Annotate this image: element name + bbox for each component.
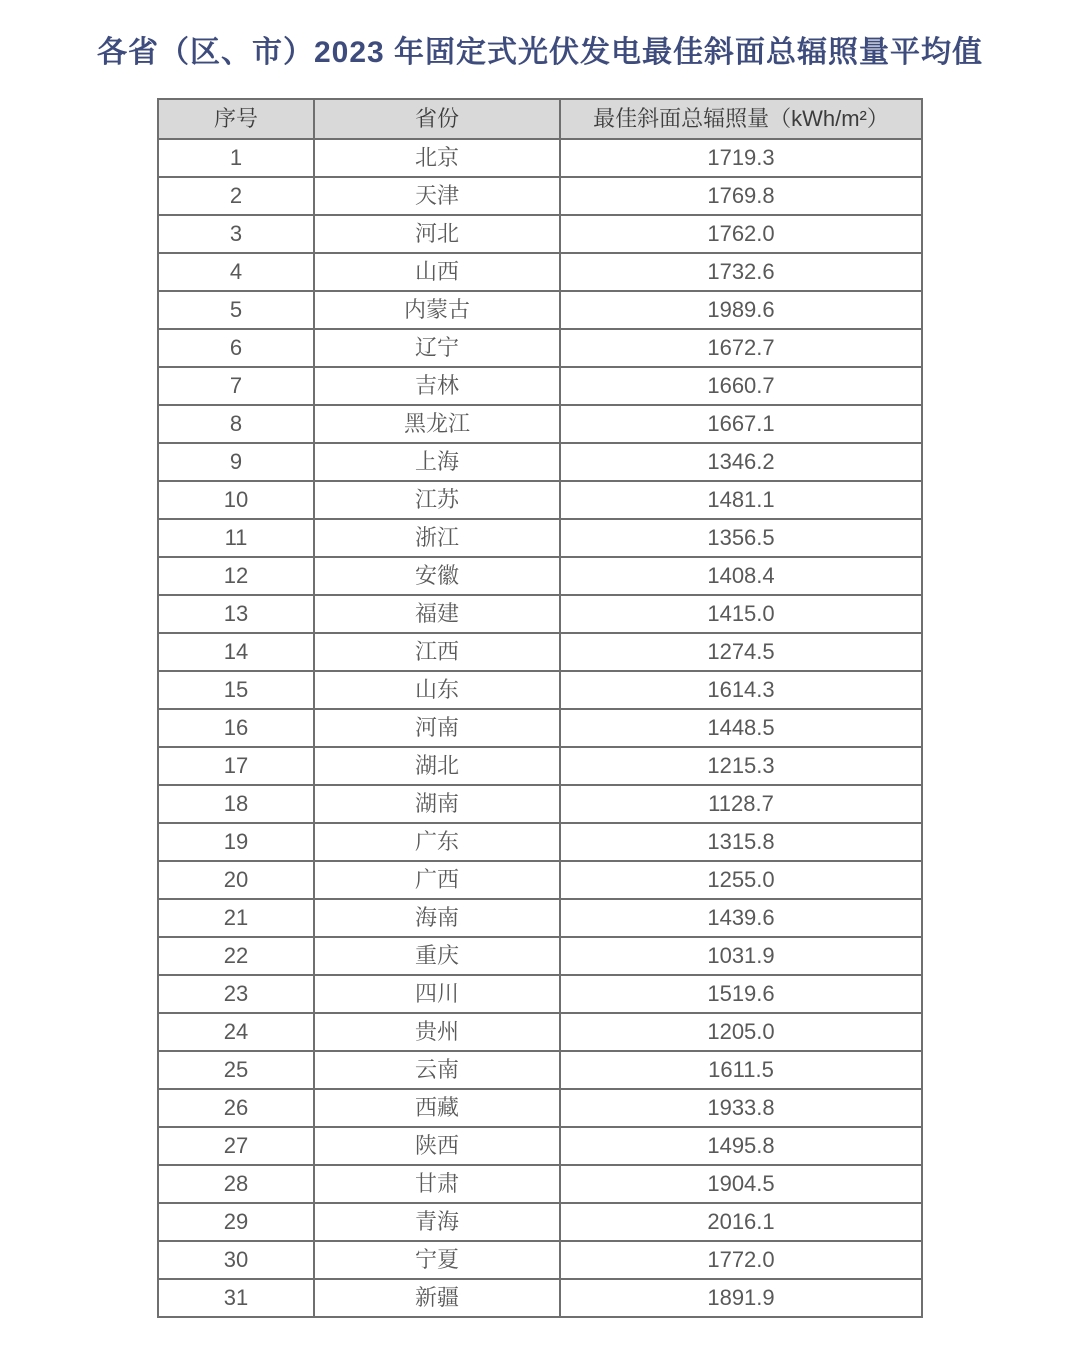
province-cell: 湖南	[314, 785, 560, 823]
province-cell: 江苏	[314, 481, 560, 519]
province-cell: 新疆	[314, 1279, 560, 1317]
province-cell: 山西	[314, 253, 560, 291]
header-row	[158, 99, 922, 139]
value-cell: 1128.7	[560, 785, 922, 823]
province-cell: 海南	[314, 899, 560, 937]
column-header-no: 序号	[158, 99, 314, 139]
table-row	[158, 1203, 922, 1241]
province-cell: 山东	[314, 671, 560, 709]
value-cell: 1614.3	[560, 671, 922, 709]
province-cell: 四川	[314, 975, 560, 1013]
province-cell: 广西	[314, 861, 560, 899]
table-row	[158, 1241, 922, 1279]
value-cell: 1448.5	[560, 709, 922, 747]
province-cell: 广东	[314, 823, 560, 861]
province-cell: 福建	[314, 595, 560, 633]
province-cell: 湖北	[314, 747, 560, 785]
table-row	[158, 823, 922, 861]
table-row	[158, 595, 922, 633]
value-cell: 1031.9	[560, 937, 922, 975]
table-row	[158, 1127, 922, 1165]
row-no-cell: 20	[158, 861, 314, 899]
province-cell: 重庆	[314, 937, 560, 975]
row-no-cell: 6	[158, 329, 314, 367]
province-cell: 北京	[314, 139, 560, 177]
row-no-cell: 24	[158, 1013, 314, 1051]
table-row	[158, 215, 922, 253]
province-cell: 河北	[314, 215, 560, 253]
value-cell: 1415.0	[560, 595, 922, 633]
row-no-cell: 13	[158, 595, 314, 633]
row-no-cell: 18	[158, 785, 314, 823]
row-no-cell: 28	[158, 1165, 314, 1203]
table-row	[158, 633, 922, 671]
row-no-cell: 22	[158, 937, 314, 975]
row-no-cell: 7	[158, 367, 314, 405]
row-no-cell: 12	[158, 557, 314, 595]
value-cell: 1732.6	[560, 253, 922, 291]
table-row	[158, 405, 922, 443]
row-no-cell: 23	[158, 975, 314, 1013]
row-no-cell: 21	[158, 899, 314, 937]
value-cell: 1205.0	[560, 1013, 922, 1051]
value-cell: 1408.4	[560, 557, 922, 595]
value-cell: 1762.0	[560, 215, 922, 253]
province-cell: 青海	[314, 1203, 560, 1241]
table-body	[158, 139, 922, 1317]
value-cell: 2016.1	[560, 1203, 922, 1241]
row-no-cell: 8	[158, 405, 314, 443]
value-cell: 1933.8	[560, 1089, 922, 1127]
table-row	[158, 975, 922, 1013]
table-row	[158, 519, 922, 557]
row-no-cell: 31	[158, 1279, 314, 1317]
row-no-cell: 14	[158, 633, 314, 671]
table-row	[158, 899, 922, 937]
row-no-cell: 9	[158, 443, 314, 481]
table-row	[158, 1051, 922, 1089]
table-row	[158, 367, 922, 405]
province-cell: 宁夏	[314, 1241, 560, 1279]
value-cell: 1495.8	[560, 1127, 922, 1165]
table-row	[158, 1013, 922, 1051]
table-row	[158, 861, 922, 899]
row-no-cell: 3	[158, 215, 314, 253]
province-cell: 甘肃	[314, 1165, 560, 1203]
value-cell: 1904.5	[560, 1165, 922, 1203]
row-no-cell: 15	[158, 671, 314, 709]
row-no-cell: 10	[158, 481, 314, 519]
value-cell: 1356.5	[560, 519, 922, 557]
province-cell: 辽宁	[314, 329, 560, 367]
row-no-cell: 30	[158, 1241, 314, 1279]
value-cell: 1215.3	[560, 747, 922, 785]
value-cell: 1481.1	[560, 481, 922, 519]
value-cell: 1519.6	[560, 975, 922, 1013]
value-cell: 1891.9	[560, 1279, 922, 1317]
province-cell: 吉林	[314, 367, 560, 405]
value-cell: 1255.0	[560, 861, 922, 899]
value-cell: 1439.6	[560, 899, 922, 937]
province-cell: 云南	[314, 1051, 560, 1089]
value-cell: 1672.7	[560, 329, 922, 367]
column-header-irradiation: 最佳斜面总辐照量（kWh/m²）	[560, 99, 922, 139]
table-row	[158, 291, 922, 329]
value-cell: 1769.8	[560, 177, 922, 215]
province-cell: 西藏	[314, 1089, 560, 1127]
table-row	[158, 443, 922, 481]
province-cell: 内蒙古	[314, 291, 560, 329]
table-row	[158, 937, 922, 975]
table-row	[158, 785, 922, 823]
table-row	[158, 747, 922, 785]
row-no-cell: 11	[158, 519, 314, 557]
table-header	[158, 99, 922, 139]
province-cell: 黑龙江	[314, 405, 560, 443]
value-cell: 1660.7	[560, 367, 922, 405]
value-cell: 1719.3	[560, 139, 922, 177]
value-cell: 1611.5	[560, 1051, 922, 1089]
table-row	[158, 557, 922, 595]
table-row	[158, 177, 922, 215]
table-row	[158, 1279, 922, 1317]
value-cell: 1667.1	[560, 405, 922, 443]
value-cell: 1989.6	[560, 291, 922, 329]
table-row	[158, 481, 922, 519]
value-cell: 1274.5	[560, 633, 922, 671]
table-row	[158, 139, 922, 177]
row-no-cell: 27	[158, 1127, 314, 1165]
table-row	[158, 329, 922, 367]
row-no-cell: 5	[158, 291, 314, 329]
value-cell: 1315.8	[560, 823, 922, 861]
province-cell: 河南	[314, 709, 560, 747]
table-row	[158, 1089, 922, 1127]
row-no-cell: 1	[158, 139, 314, 177]
row-no-cell: 29	[158, 1203, 314, 1241]
value-cell: 1346.2	[560, 443, 922, 481]
row-no-cell: 4	[158, 253, 314, 291]
row-no-cell: 16	[158, 709, 314, 747]
table-row	[158, 253, 922, 291]
province-cell: 天津	[314, 177, 560, 215]
province-cell: 江西	[314, 633, 560, 671]
irradiation-table	[157, 98, 923, 1318]
value-cell: 1772.0	[560, 1241, 922, 1279]
table-row	[158, 671, 922, 709]
row-no-cell: 25	[158, 1051, 314, 1089]
row-no-cell: 17	[158, 747, 314, 785]
province-cell: 上海	[314, 443, 560, 481]
page-title: 各省（区、市）2023 年固定式光伏发电最佳斜面总辐照量平均值	[96, 36, 984, 69]
province-cell: 贵州	[314, 1013, 560, 1051]
row-no-cell: 19	[158, 823, 314, 861]
province-cell: 陕西	[314, 1127, 560, 1165]
row-no-cell: 2	[158, 177, 314, 215]
column-header-province: 省份	[314, 99, 560, 139]
row-no-cell: 26	[158, 1089, 314, 1127]
table-row	[158, 1165, 922, 1203]
province-cell: 安徽	[314, 557, 560, 595]
province-cell: 浙江	[314, 519, 560, 557]
table-row	[158, 709, 922, 747]
